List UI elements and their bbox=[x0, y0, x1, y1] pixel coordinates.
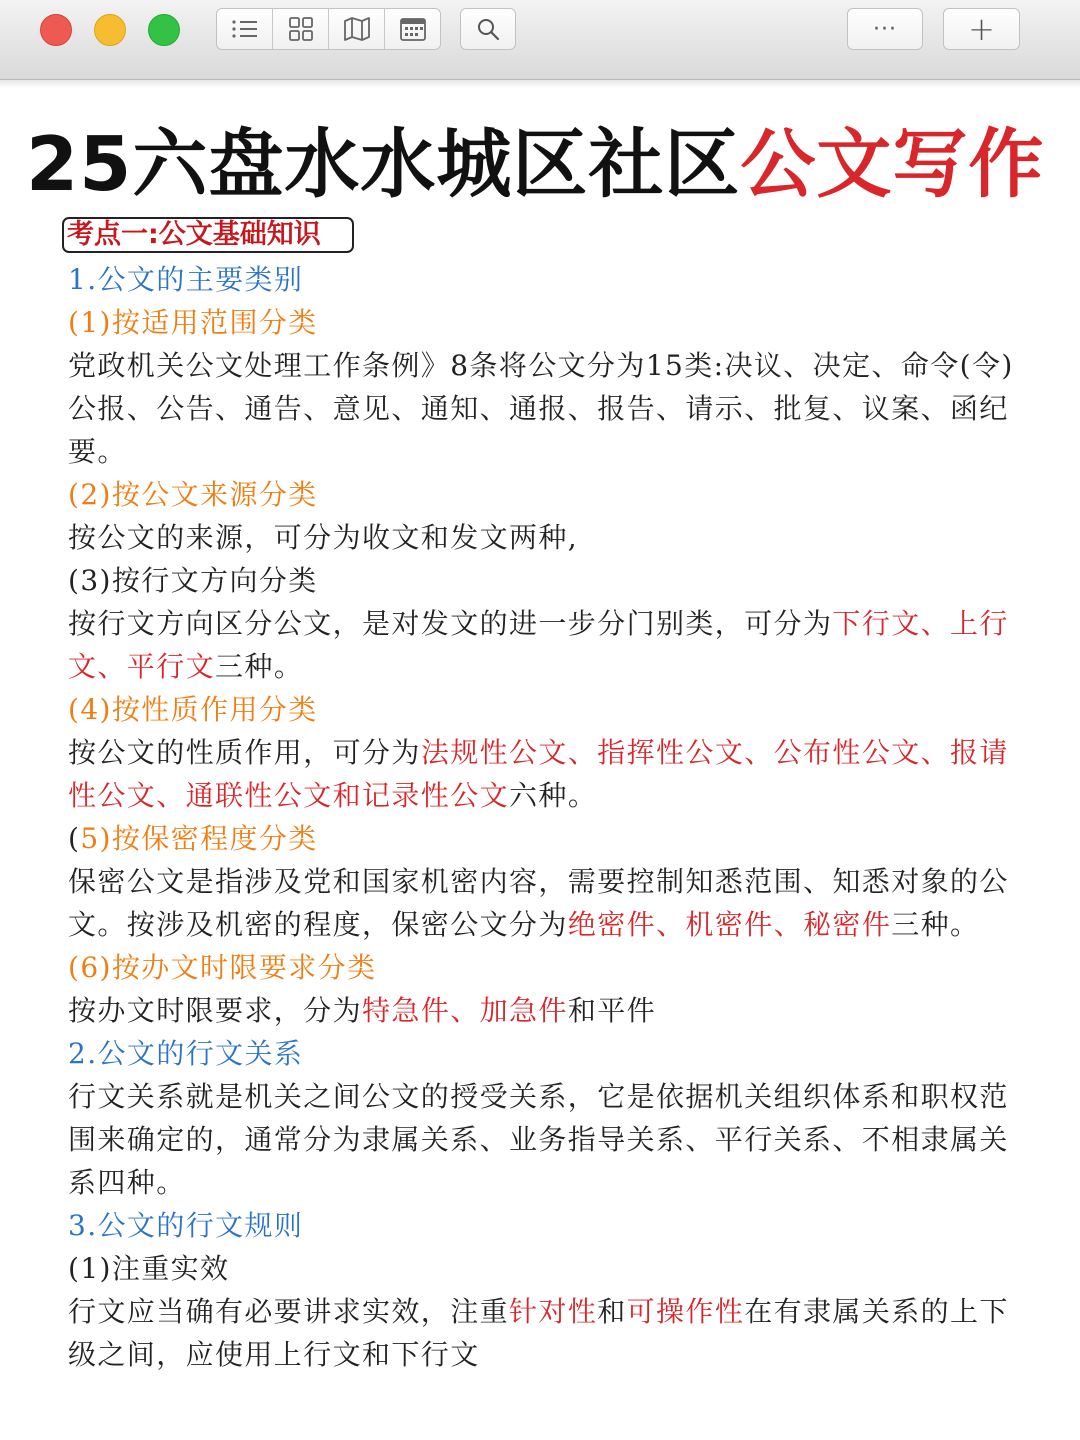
view-mode-group bbox=[216, 8, 441, 50]
list-view-button[interactable] bbox=[217, 9, 273, 49]
section-badge: 考点一:公文基础知识 bbox=[62, 217, 354, 253]
minimize-window-button[interactable] bbox=[94, 14, 126, 46]
section-1-heading: 1.公文的主要类别 bbox=[68, 263, 304, 296]
highlight-span: 可操作性 bbox=[626, 1295, 745, 1328]
subsection-1-5-heading bbox=[68, 817, 1018, 860]
grid-icon bbox=[288, 16, 314, 42]
more-button[interactable] bbox=[847, 8, 923, 50]
search-button[interactable] bbox=[460, 8, 516, 50]
highlight-span: 绝密件、机密件、秘密件 bbox=[567, 908, 892, 941]
subsection-1-3-heading: (3)按行文方向分类 bbox=[68, 564, 318, 597]
document-body bbox=[68, 258, 1018, 1376]
subsection-1-1-heading: (1)按适用范围分类 bbox=[68, 306, 318, 339]
text-span: 三种。 bbox=[215, 650, 304, 683]
add-button[interactable] bbox=[943, 8, 1020, 50]
text-span: 和 bbox=[597, 1295, 627, 1328]
subsection-1-3-text bbox=[68, 602, 1018, 688]
subsection-1-2-heading: (2)按公文来源分类 bbox=[68, 478, 318, 511]
text-span: 三种。 bbox=[891, 908, 980, 941]
calendar-icon bbox=[399, 16, 427, 42]
subsection-1-2-text: 按公文的来源，可分为收文和发文两种, bbox=[68, 521, 579, 554]
close-window-button[interactable] bbox=[40, 14, 72, 46]
plus-icon: + bbox=[968, 10, 995, 48]
subsection-1-1-text: 党政机关公文处理工作条例》8条将公文分为15类:决议、决定、命令(令)公报、公告、通告、意见、通知、通报、报告、请示、批复、议案、函纪要。 bbox=[68, 349, 1014, 468]
map-view-button[interactable] bbox=[329, 9, 385, 49]
subsection-1-4-heading: (4)按性质作用分类 bbox=[68, 693, 318, 726]
highlight-span: 法规性公文、指挥性公文、公布性公文、报请性公文、通联性公文和记录性公文 bbox=[68, 736, 1009, 812]
zoom-window-button[interactable] bbox=[148, 14, 180, 46]
section-2-text: 行文关系就是机关之间公文的授受关系，它是依据机关组织体系和职权范围来确定的，通常分为隶属关系、业务指导关系、平行关系、不相隶属关系四种。 bbox=[68, 1080, 1009, 1199]
page-title bbox=[26, 118, 1066, 210]
toolbar-shadow bbox=[0, 80, 1080, 88]
text-span: 行文应当确有必要讲求实效，注重 bbox=[68, 1295, 510, 1328]
section-2-heading: 2.公文的行文关系 bbox=[68, 1037, 304, 1070]
section-3-heading: 3.公文的行文规则 bbox=[68, 1209, 304, 1242]
text-span: 按公文的性质作用，可分为 bbox=[68, 736, 421, 769]
search-icon bbox=[476, 17, 500, 41]
title-main: 25六盘水水城区社区 bbox=[26, 120, 741, 208]
title-accent: 公文写作 bbox=[740, 120, 1045, 208]
list-icon bbox=[231, 17, 259, 41]
map-icon bbox=[343, 16, 371, 42]
heading-text: 5)按保密程度分类 bbox=[80, 822, 318, 855]
highlight-span: 特急件、加急件 bbox=[362, 994, 568, 1027]
heading-paren: ( bbox=[68, 822, 81, 855]
text-span: 六种。 bbox=[509, 779, 598, 812]
window-toolbar bbox=[0, 0, 1080, 80]
subsection-1-6-heading: (6)按办文时限要求分类 bbox=[68, 951, 377, 984]
text-span: 在有隶属关系的上下级之间，应使用上行文和下行文 bbox=[68, 1295, 1009, 1371]
highlight-span: 针对性 bbox=[509, 1295, 598, 1328]
subsection-1-5-text bbox=[68, 860, 1018, 946]
text-span: 和平件 bbox=[567, 994, 657, 1027]
more-icon: ··· bbox=[873, 16, 897, 42]
text-span: 按办文时限要求，分为 bbox=[68, 994, 363, 1027]
highlight-span: 下行文、上行文、平行文 bbox=[68, 607, 1009, 683]
grid-view-button[interactable] bbox=[273, 9, 329, 49]
calendar-view-button[interactable] bbox=[385, 9, 440, 49]
text-span: 保密公文是指涉及党和国家机密内容，需要控制知悉范围、知悉对象的公文。按涉及机密的程度，保密公文分为 bbox=[68, 865, 1009, 941]
subsection-3-1-text bbox=[68, 1290, 1018, 1376]
subsection-1-4-text bbox=[68, 731, 1018, 817]
subsection-3-1-heading: (1)注重实效 bbox=[68, 1252, 230, 1285]
subsection-1-6-text bbox=[68, 989, 1018, 1032]
text-span: 按行文方向区分公文，是对发文的进一步分门别类，可分为 bbox=[68, 607, 833, 640]
